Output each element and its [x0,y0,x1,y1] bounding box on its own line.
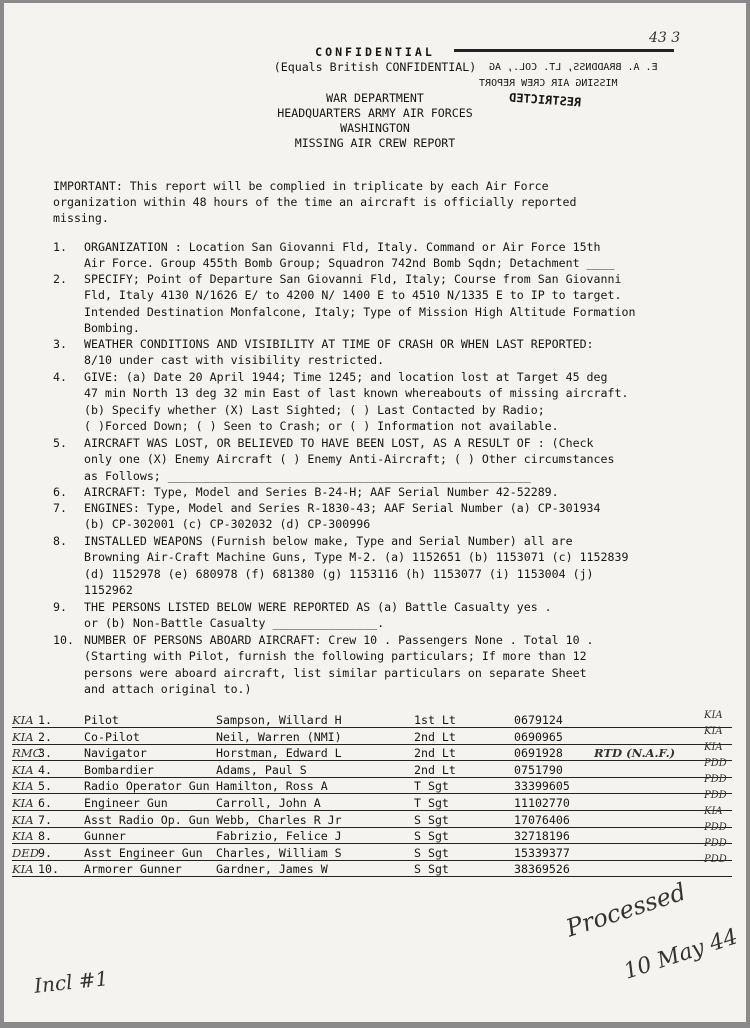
section-number: 9. [53,600,67,614]
city-line: WASHINGTON [340,121,410,135]
crew-position: Navigator [84,746,147,761]
processed-note: Processed [562,877,690,943]
crew-serial: 11102770 [514,796,570,810]
processed-date: 10 May 44 [620,924,741,985]
crew-number: 9. [38,845,52,860]
section-line: GIVE: (a) Date 20 April 1944; Time 1245; and location lost at Target 45 deg [84,370,608,384]
crew-serial: 0690965 [514,729,563,744]
crew-row-rule [12,760,732,761]
crew-rank: 2nd Lt [414,729,456,744]
crew-name: Sampson, Willard H [216,713,342,727]
crew-serial: 0751790 [514,762,563,777]
section-line: AIRCRAFT WAS LOST, OR BELIEVED TO HAVE BEEN LOST, AS A RESULT OF : (Check [84,436,594,450]
report-title: MISSING AIR CREW REPORT [294,136,456,150]
classification-title: CONFIDENTIAL [315,45,435,59]
crew-name: Neil, Warren (NMI) [216,729,342,744]
stamp-line-2: MISSING AIR CREW REPORT [479,78,618,89]
crew-status: KIA [12,713,34,727]
department-line: WAR DEPARTMENT [326,91,424,105]
important-text: IMPORTANT: This report will be complied in triplicate by each Air Force organization within 48 hours of the time an aircraft is officially reported missing. [53,179,577,225]
hq-line: HEADQUARTERS ARMY AIR FORCES [277,106,473,120]
section-number: 8. [53,534,67,548]
crew-position: Gunner [84,829,126,844]
section-number: 10. [53,633,74,647]
section-line: (d) 1152978 (e) 680978 (f) 681380 (g) 1153116 (h) 1153077 (i) 1153004 (j) [84,566,594,581]
section-line: WEATHER CONDITIONS AND VISIBILITY AT TIME OF CRASH OR WHEN LAST REPORTED: [84,337,594,351]
crew-row-rule [12,727,732,728]
crew-serial: 32718196 [514,829,570,844]
stamp-handwriting: 43 3 [649,30,681,46]
section-line: and attach original to.) [84,681,252,696]
crew-position: Co-Pilot [84,729,140,744]
section-line: as Follows; ____________________________________________________ [84,468,531,483]
section-line: Intended Destination Monfalcone, Italy; Type of Mission High Altitude Formation [84,304,636,319]
section-line: persons were aboard aircraft, list similar particulars on separate Sheet [84,665,587,680]
section-line: ORGANIZATION : Location San Giovanni Fld, Italy. Command or Air Force 15th [84,240,601,254]
section-number: 2. [53,272,67,286]
crew-row-rule [12,793,732,794]
crew-row-rule [12,827,732,828]
crew-status: KIA [12,796,34,810]
crew-name: Gardner, James W [216,862,328,877]
crew-rank: 2nd Lt [414,762,456,777]
section-number: 1. [53,240,67,254]
crew-status: KIA [12,812,34,827]
section-number: 7. [53,501,67,515]
crew-rank: T Sgt [414,779,449,794]
section-line: (b) Specify whether (X) Last Sighted; ( ) Last Contacted by Radio; [84,402,545,417]
crew-row-rule [12,860,732,861]
crew-row-rule [12,777,732,778]
section-line: (b) CP-302001 (c) CP-302032 (d) CP-300996 [84,517,371,532]
stamp-line-3: RESTRICTED [508,90,582,110]
crew-status: RMC [12,746,42,761]
crew-serial: 0679124 [514,713,563,727]
section-line: AIRCRAFT: Type, Model and Series B-24-H; AAF Serial Number 42-52289. [84,485,559,499]
crew-number: 1. [38,713,52,727]
crew-number: 4. [38,762,52,777]
crew-rank: S Sgt [414,862,449,877]
crew-serial: 33399605 [514,779,570,794]
crew-number: 6. [38,796,52,810]
crew-rank: 1st Lt [414,713,456,727]
section-number: 3. [53,337,67,351]
section-line: THE PERSONS LISTED BELOW WERE REPORTED AS (a) Battle Casualty yes . [84,600,552,614]
crew-note: RTD (N.A.F.) [594,746,676,761]
crew-position: Radio Operator Gun [84,779,210,794]
crew-number: 2. [38,729,52,744]
stamp-line-1: E. A. BRADDNSS, LT. COL., AG [489,62,658,73]
crew-rank: S Sgt [414,845,449,860]
section-line: 47 min North 13 deg 32 min East of last known whereabouts of missing aircraft. [84,386,629,401]
classification-subtitle: (Equals British CONFIDENTIAL) [273,60,477,74]
crew-row-rule [12,843,732,844]
crew-position: Asst Radio Op. Gun [84,812,210,827]
crew-number: 5. [38,779,52,794]
crew-position: Engineer Gun [84,796,168,810]
crew-status: KIA [12,762,34,777]
crew-name: Adams, Paul S [216,762,307,777]
crew-rank: S Sgt [414,829,449,844]
section-line: only one (X) Enemy Aircraft ( ) Enemy Anti-Aircraft; ( ) Other circumstances [84,452,615,467]
crew-position: Asst Engineer Gun [84,845,203,860]
section-line: (Starting with Pilot, furnish the following particulars; If more than 12 [84,649,587,664]
crew-number: 3. [38,746,52,761]
crew-status: KIA [12,862,34,877]
crew-status: KIA [12,779,34,794]
crew-name: Charles, William S [216,845,342,860]
crew-name: Webb, Charles R Jr [216,812,342,827]
crew-position: Armorer Gunner [84,862,182,877]
crew-rank: S Sgt [414,812,449,827]
section-line: ( )Forced Down; ( ) Seen to Crash; or ( ) Information not available. [84,418,559,433]
crew-serial: 0691928 [514,746,563,761]
section-line: SPECIFY; Point of Departure San Giovanni Fld, Italy; Course from San Giovanni [84,272,622,286]
declassification-stamp [449,31,719,141]
crew-serial: 15339377 [514,845,570,860]
incl-note: Incl #1 [32,966,110,998]
crew-number: 10. [38,862,59,877]
crew-row-rule [12,810,732,811]
crew-status: DED [12,845,40,860]
crew-rank: T Sgt [414,796,449,810]
crew-position: Bombardier [84,762,154,777]
crew-name: Carroll, John A [216,796,321,810]
section-line: INSTALLED WEAPONS (Furnish below make, Type and Serial Number) all are [84,534,573,548]
section-number: 5. [53,436,67,450]
crew-status: KIA [12,729,34,744]
crew-status: KIA [12,829,34,844]
margin-annotations: KIA KIA KIA PDD PDD PDD KIA PDD PDD PDD [704,710,727,865]
section-line: Bombing. [84,320,140,335]
crew-number: 8. [38,829,52,844]
missing-air-crew-report [4,3,746,1022]
crew-name: Horstman, Edward L [216,746,342,761]
section-line: Fld, Italy 4130 N/1626 E/ to 4200 N/ 1400 E to 4510 N/1335 E to IP to target. [84,288,622,303]
section-line: or (b) Non-Battle Casualty _______________. [84,616,385,631]
crew-row-rule [12,876,732,877]
section-line: ENGINES: Type, Model and Series R-1830-43; AAF Serial Number (a) CP-301934 [84,501,601,515]
crew-name: Fabrizio, Felice J [216,829,342,844]
section-line: NUMBER OF PERSONS ABOARD AIRCRAFT: Crew 10 . Passengers None . Total 10 . [84,633,594,647]
crew-row-rule [12,744,732,745]
crew-number: 7. [38,812,52,827]
crew-position: Pilot [84,713,119,727]
crew-rank: 2nd Lt [414,746,456,761]
section-line: Browning Air-Craft Machine Guns, Type M-2. (a) 1152651 (b) 1153071 (c) 1152839 [84,550,629,565]
crew-serial: 38369526 [514,862,570,877]
section-number: 6. [53,485,67,499]
section-number: 4. [53,370,67,384]
section-line: 1152962 [84,582,133,597]
crew-serial: 17076406 [514,812,570,827]
section-line: 8/10 under cast with visibility restricted. [84,353,385,368]
section-line: Air Force. Group 455th Bomb Group; Squadron 742nd Bomb Sqdn; Detachment ____ [84,256,615,271]
crew-name: Hamilton, Ross A [216,779,328,794]
